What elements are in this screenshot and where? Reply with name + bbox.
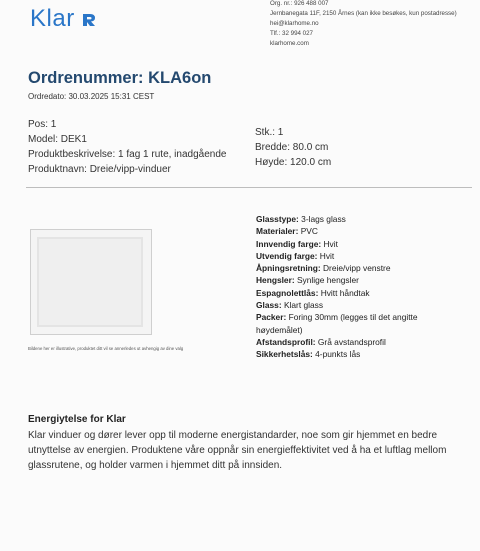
order-date: Ordredato: 30.03.2025 15:31 CEST [28, 92, 155, 101]
energy-description: Klar vinduer og dører lever opp til moderne energistandarder, noe som gir hjemmet en bedre utnyttelse av energien. Produktene våre oppnår sin energieffektivitet ved å ha et luftlag mellom glassrutene, og holder varmen i hjemmet ditt på innsiden. [28, 430, 447, 471]
spec-row: Glass: Klart glass [256, 300, 324, 311]
company-email: hei@klarhome.no [270, 20, 319, 27]
company-info [270, 0, 457, 49]
spec-row: Sikkerhetslås: 4-punkts lås [256, 349, 361, 360]
spec-row: Espagnolettlås: Hvitt håndtak [256, 287, 370, 298]
order-number-title: Ordrenummer: KLA6on [28, 69, 212, 87]
spec-row: Åpningsretning: Dreie/vipp venstre [256, 263, 391, 274]
logo-text: Klar [30, 5, 75, 32]
position-number: Pos: 1 [28, 119, 57, 130]
quantity: Stk.: 1 [255, 127, 284, 138]
image-disclaimer: Bildene her er illustrative, produktet ditt vil se annerledes ut avhengig av dine valg [28, 346, 184, 351]
spec-row: Afstandsprofil: Grå avstandsprofil [256, 336, 386, 347]
spec-row: Hengsler: Synlige hengsler [256, 275, 359, 286]
spec-row: Materialer: PVC [256, 226, 318, 237]
company-website: klarhome.com [270, 40, 309, 47]
company-phone: Tlf.: 32 994 027 [270, 30, 313, 37]
spec-row: Innvendig farge: Hvit [256, 238, 338, 249]
product-name: Produktnavn: Dreie/vipp-vinduer [28, 164, 171, 175]
model: Model: DEK1 [28, 134, 87, 145]
position-details [28, 117, 226, 177]
spec-row: Utvendig farge: Hvit [256, 250, 335, 261]
spec-list [256, 213, 418, 361]
spec-row: Glasstype: 3-lags glass [256, 214, 346, 224]
window-product-image [30, 229, 152, 335]
product-description: Produktbeskrivelse: 1 fag 1 rute, inadgående [28, 149, 227, 160]
position-dimensions [255, 125, 331, 170]
company-address: Jernbanegata 11F, 2150 Årnes (kan ikke besøkes, kun postadresse) [270, 10, 457, 17]
width: Bredde: 80.0 cm [255, 142, 329, 153]
window-glass-pane [37, 237, 143, 327]
section-divider [26, 187, 472, 188]
klar-logo-icon [82, 12, 96, 28]
spec-row: Packer: Foring 30mm (legges til det angitte [256, 312, 418, 323]
company-org-number: Org. nr.: 926 488 007 [270, 0, 329, 7]
spec-row-continuation: høydemålet) [256, 324, 303, 335]
height: Høyde: 120.0 cm [255, 157, 332, 168]
energy-title: Energiytelse for Klar [28, 414, 126, 425]
klar-logo [30, 5, 96, 33]
